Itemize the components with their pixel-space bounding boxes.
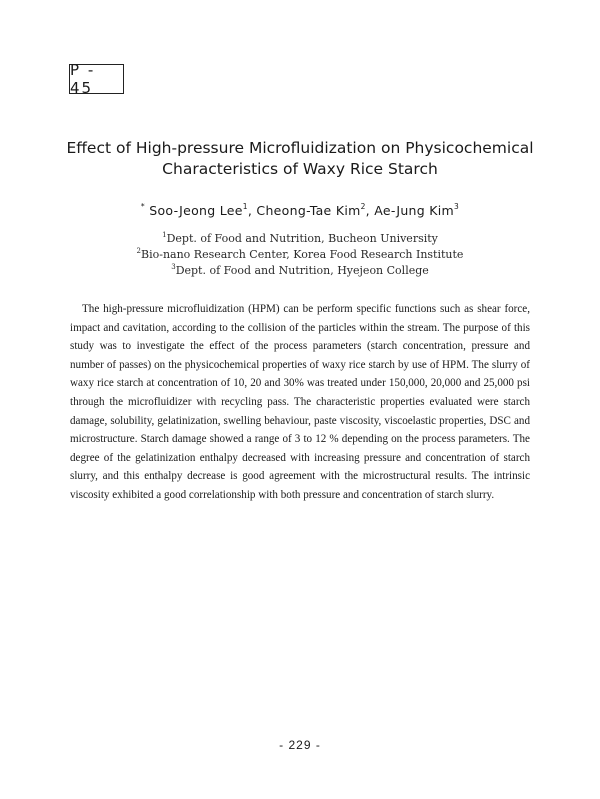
author-name: Soo-Jeong Lee (149, 203, 243, 218)
author-affiliation-mark: 2 (360, 202, 366, 211)
paper-title (0, 138, 600, 180)
title-line-2: Characteristics of Waxy Rice Starch (162, 160, 438, 178)
author-name: Ae-Jung Kim (374, 203, 455, 218)
author-separator: , (365, 203, 375, 218)
poster-id: P - 45 (70, 61, 96, 97)
author-name: Cheong-Tae Kim (256, 203, 361, 218)
abstract-paragraph: The high-pressure microfluidization (HPM) can be perform specific functions such as shear force, impact and cavitation, according to the collision of the particles within the stream. The purpose of this study was to investigate the effect of the process parameters (starch concentration, pressure and number of passes) on the physicochemical properties of waxy rice starch by use of HPM. The slurry of waxy rice starch at concentration of 10, 20 and 30% was treated under 150,000, 20,000 and 25,000 psi through the microfluidizer with recycling pass. The characteristic properties evaluated were starch damage, solubility, gelatinization, swelling behaviour, paste viscosity, viscoelastic properties, DSC and microstructure. Starch damage showed a range of 3 to 12 % depending on the process parameters. The degree of the gelatinization enthalpy decreased with increasing pressure and concentration of starch slurry, and this enthalpy decrease is good agreement with the microstructural results. The intrinsic viscosity exhibited a good correlationship with both pressure and concentration of starch slurry. (70, 303, 530, 501)
author-separator: , (247, 203, 257, 218)
affiliation-line (0, 247, 600, 263)
author-affiliation-mark: 1 (242, 202, 248, 211)
affiliation-mark: 1 (162, 231, 167, 239)
author-affiliation-mark: 3 (454, 202, 460, 211)
affiliation-list (0, 231, 600, 279)
affiliation-text: Bio-nano Research Center, Korea Food Research Institute (141, 248, 464, 261)
affiliation-line (0, 231, 600, 247)
page-number: - 229 - (279, 738, 321, 752)
title-line-1: Effect of High-pressure Microfluidization on Physicochemical (66, 139, 534, 157)
poster-id-box (69, 61, 124, 97)
affiliation-text: Dept. of Food and Nutrition, Hyejeon College (175, 264, 429, 277)
affiliation-mark: 2 (136, 247, 142, 255)
affiliation-text: Dept. of Food and Nutrition, Bucheon University (166, 232, 438, 245)
author-list (0, 203, 600, 218)
affiliation-line (0, 263, 600, 279)
presenter-mark: * (140, 202, 145, 211)
affiliation-mark: 3 (171, 263, 176, 271)
